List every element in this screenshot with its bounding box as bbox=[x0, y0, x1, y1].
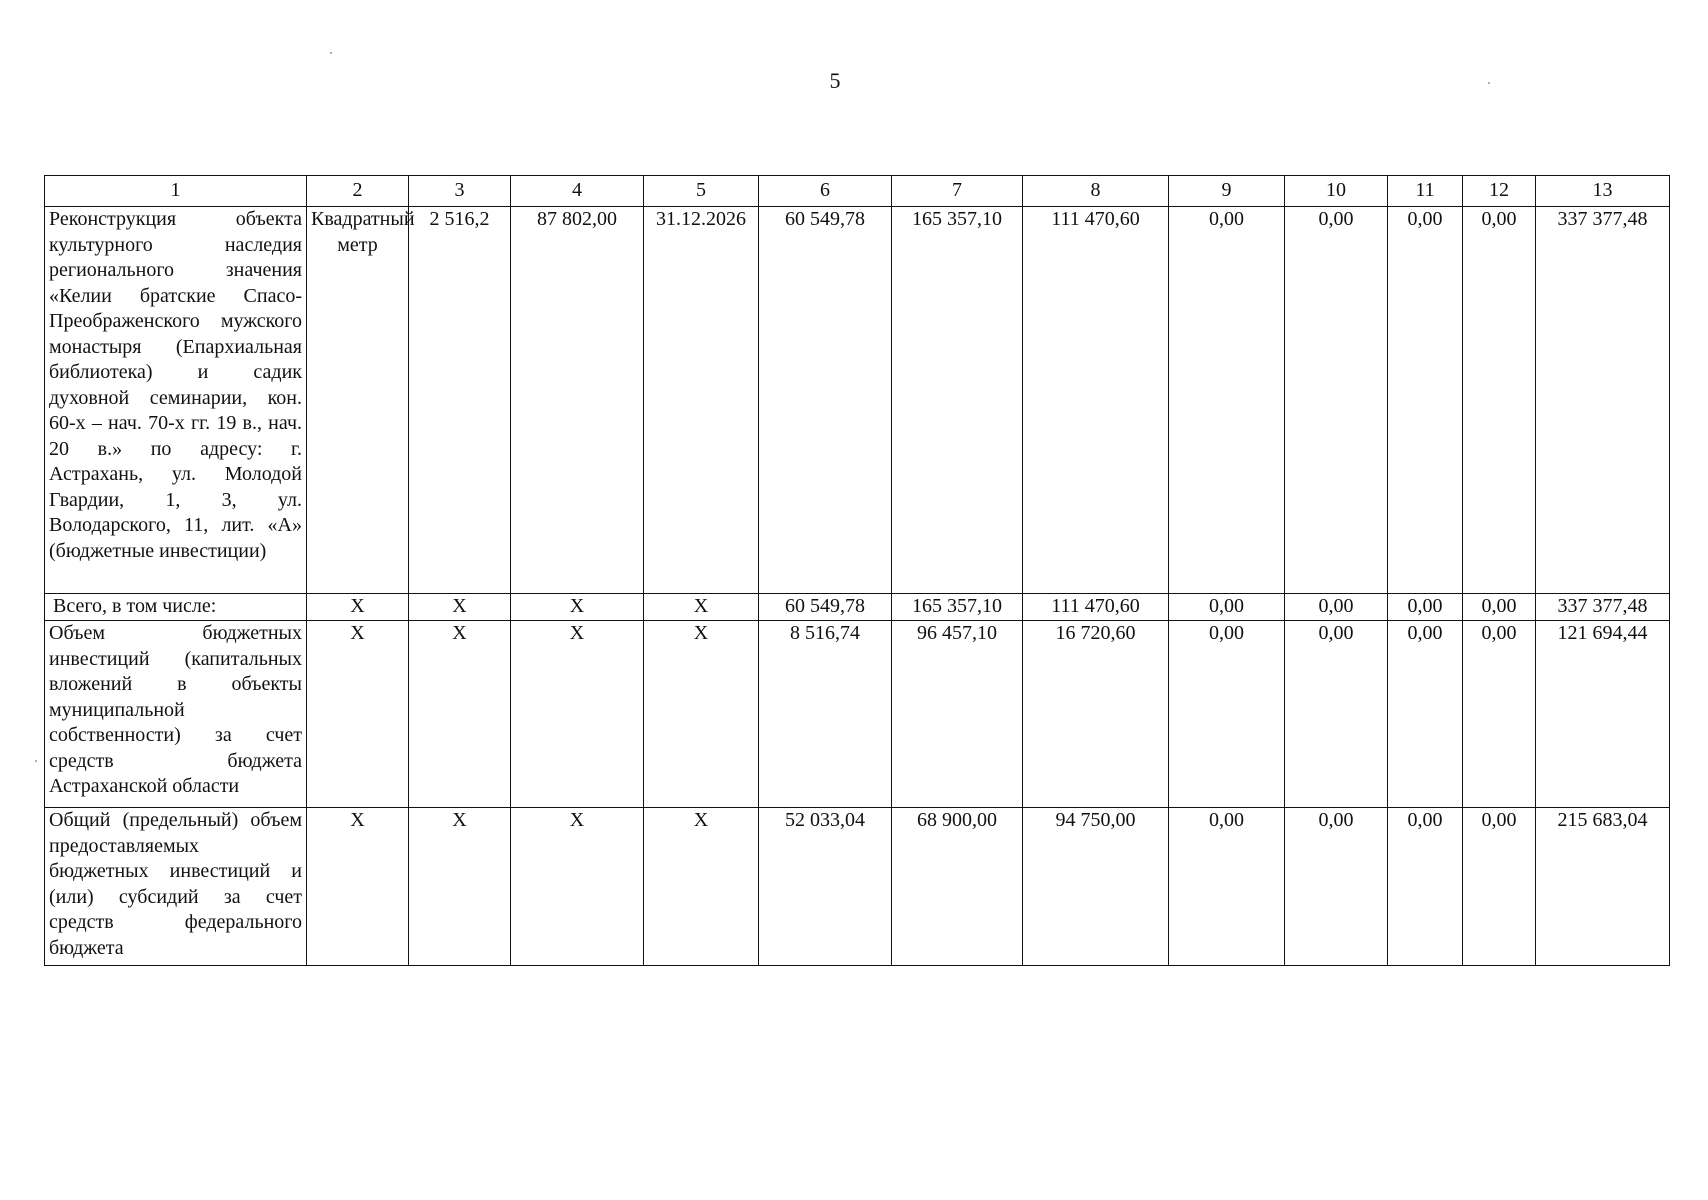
table-header-row bbox=[45, 176, 1670, 207]
unit-cell: Квадратный метр bbox=[307, 207, 409, 594]
value-cell: 60 549,78 bbox=[759, 207, 892, 594]
x-cell: Х bbox=[409, 594, 511, 621]
x-cell: Х bbox=[409, 621, 511, 808]
table-row-regional-budget bbox=[45, 621, 1670, 808]
column-header: 4 bbox=[511, 176, 644, 207]
x-cell: Х bbox=[409, 808, 511, 966]
column-header: 9 bbox=[1169, 176, 1285, 207]
object-name-cell: Реконструкция объекта культурного наследия регионального значения «Келии братские Спасо-Преображенского мужского монастыря (Епархиальная библиотека) и садик духовной семинарии, кон. 60-х – нач. 70-х гг. 19 в., нач. 20 в.» по адресу: г. Астрахань, ул. Молодой Гвардии, 1, 3, ул. Володарского, 11, лит. «А» (бюджетные инвестиции) bbox=[45, 207, 307, 594]
row-label-cell: Общий (предельный) объем предоставляемых бюджетных инвестиций и (или) субсидий за счет средств федерального бюджета bbox=[45, 808, 307, 966]
x-cell: Х bbox=[511, 808, 644, 966]
total-cell: 121 694,44 bbox=[1536, 621, 1670, 808]
value-cell: 0,00 bbox=[1169, 594, 1285, 621]
value-cell: 8 516,74 bbox=[759, 621, 892, 808]
value-cell: 0,00 bbox=[1169, 808, 1285, 966]
value-cell: 0,00 bbox=[1285, 207, 1388, 594]
x-cell: Х bbox=[511, 594, 644, 621]
value-cell: 0,00 bbox=[1169, 621, 1285, 808]
x-cell: Х bbox=[644, 808, 759, 966]
column-header: 13 bbox=[1536, 176, 1670, 207]
value-cell: 96 457,10 bbox=[892, 621, 1023, 808]
column-header: 3 bbox=[409, 176, 511, 207]
value-cell: 0,00 bbox=[1388, 621, 1463, 808]
x-cell: Х bbox=[644, 621, 759, 808]
x-cell: Х bbox=[307, 594, 409, 621]
value-cell: 165 357,10 bbox=[892, 594, 1023, 621]
column-header: 6 bbox=[759, 176, 892, 207]
column-header: 8 bbox=[1023, 176, 1169, 207]
page-number: 5 bbox=[829, 68, 841, 93]
value-cell: 0,00 bbox=[1388, 594, 1463, 621]
value-cell: 0,00 bbox=[1463, 594, 1536, 621]
value-cell: 111 470,60 bbox=[1023, 207, 1169, 594]
value-cell: 0,00 bbox=[1388, 207, 1463, 594]
value-cell: 0,00 bbox=[1463, 207, 1536, 594]
row-label-cell: Объем бюджетных инвестиций (капитальных вложений в объекты муниципальной собственности) за счет средств бюджета Астраханской области bbox=[45, 621, 307, 808]
value-cell: 0,00 bbox=[1388, 808, 1463, 966]
cost-cell: 87 802,00 bbox=[511, 207, 644, 594]
x-cell: Х bbox=[511, 621, 644, 808]
row-label-cell: Всего, в том числе: bbox=[45, 594, 307, 621]
value-cell: 52 033,04 bbox=[759, 808, 892, 966]
value-cell: 0,00 bbox=[1169, 207, 1285, 594]
value-cell: 0,00 bbox=[1285, 621, 1388, 808]
value-cell: 165 357,10 bbox=[892, 207, 1023, 594]
value-cell: 0,00 bbox=[1463, 621, 1536, 808]
capacity-cell: 2 516,2 bbox=[409, 207, 511, 594]
column-header: 12 bbox=[1463, 176, 1536, 207]
value-cell: 0,00 bbox=[1285, 594, 1388, 621]
value-cell: 94 750,00 bbox=[1023, 808, 1169, 966]
budget-investment-table bbox=[44, 175, 1670, 966]
column-header: 5 bbox=[644, 176, 759, 207]
x-cell: Х bbox=[307, 808, 409, 966]
date-cell: 31.12.2026 bbox=[644, 207, 759, 594]
table-row-total bbox=[45, 594, 1670, 621]
column-header: 11 bbox=[1388, 176, 1463, 207]
value-cell: 16 720,60 bbox=[1023, 621, 1169, 808]
scan-speck bbox=[330, 52, 332, 54]
table-row-federal-budget bbox=[45, 808, 1670, 966]
total-cell: 337 377,48 bbox=[1536, 594, 1670, 621]
x-cell: Х bbox=[307, 621, 409, 808]
scan-speck bbox=[1488, 82, 1490, 84]
value-cell: 0,00 bbox=[1463, 808, 1536, 966]
value-cell: 0,00 bbox=[1285, 808, 1388, 966]
x-cell: Х bbox=[644, 594, 759, 621]
column-header: 10 bbox=[1285, 176, 1388, 207]
value-cell: 68 900,00 bbox=[892, 808, 1023, 966]
column-header: 2 bbox=[307, 176, 409, 207]
value-cell: 60 549,78 bbox=[759, 594, 892, 621]
column-header: 1 bbox=[45, 176, 307, 207]
table-row-object bbox=[45, 207, 1670, 594]
total-cell: 337 377,48 bbox=[1536, 207, 1670, 594]
total-cell: 215 683,04 bbox=[1536, 808, 1670, 966]
scan-speck bbox=[35, 760, 37, 762]
value-cell: 111 470,60 bbox=[1023, 594, 1169, 621]
column-header: 7 bbox=[892, 176, 1023, 207]
